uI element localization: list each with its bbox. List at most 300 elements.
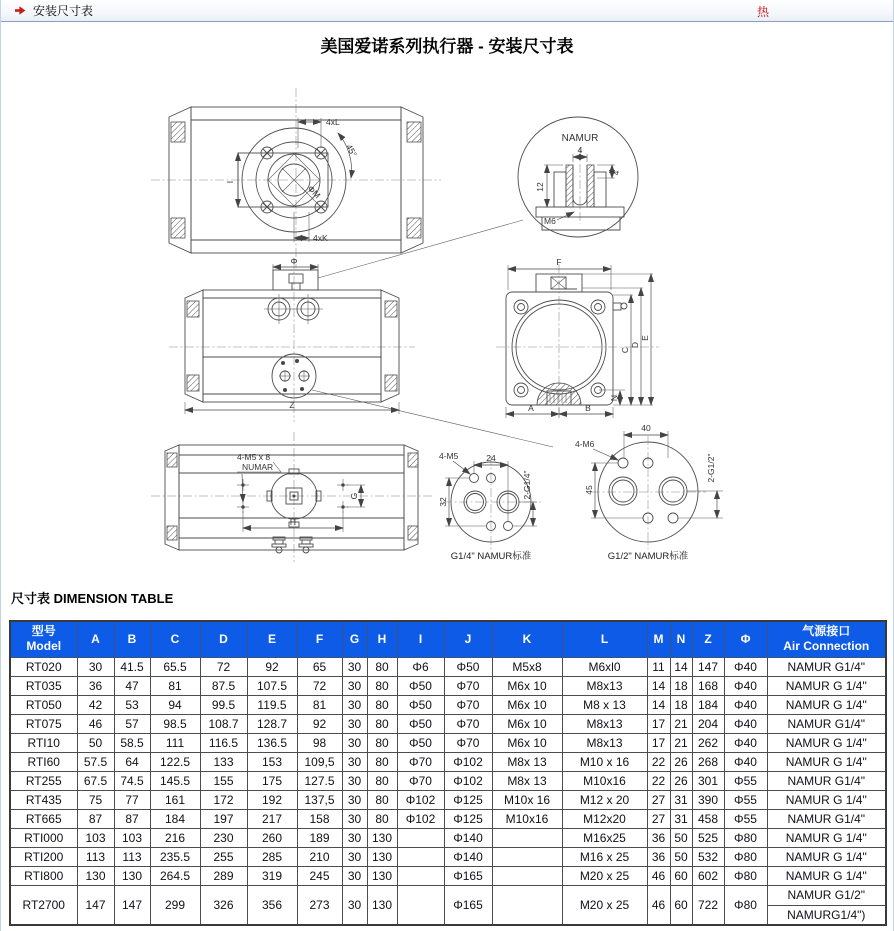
table-cell: M8x13	[562, 733, 647, 752]
table-cell: 130	[367, 885, 397, 925]
table-cell: Φ55	[724, 809, 767, 828]
air-connection-cell: NAMUR G 1/4"	[767, 752, 886, 771]
section-header-bar	[1, 0, 893, 22]
table-cell: 31	[670, 790, 692, 809]
flange12-bolt-label: 4-M6	[575, 439, 595, 449]
header-col: C	[150, 621, 200, 657]
table-cell: Φ102	[444, 771, 492, 790]
header-col: J	[444, 621, 492, 657]
page-title: 美国爱诺系列执行器 - 安装尺寸表	[320, 37, 574, 56]
table-cell: 50	[670, 828, 692, 847]
table-cell: 30	[342, 809, 367, 828]
table-cell: Φ50	[397, 695, 444, 714]
air-connection-cell: NAMUR G 1/4"	[767, 847, 886, 866]
table-cell: 64	[114, 752, 150, 771]
table-cell: 111	[150, 733, 200, 752]
dim-4xl-label: 4xL	[326, 117, 340, 127]
header-model: 型号 Model	[10, 621, 77, 657]
table-cell: 145.5	[150, 771, 200, 790]
table-cell: Φ70	[444, 714, 492, 733]
table-cell: M10 x 16	[562, 752, 647, 771]
table-cell: 30	[342, 828, 367, 847]
table-cell: 255	[200, 847, 247, 866]
table-cell: Φ102	[397, 790, 444, 809]
header-col: Φ	[724, 621, 767, 657]
namur-dim-left: 12	[535, 182, 545, 192]
table-row	[10, 828, 886, 847]
table-cell: 113	[77, 847, 114, 866]
table-cell: 235.5	[150, 847, 200, 866]
table-row	[10, 885, 886, 925]
flange14-bolt-label: 4-M5	[439, 451, 459, 461]
model-cell: RT255	[10, 771, 77, 790]
table-cell: 30	[342, 695, 367, 714]
air-connection-cell: NAMUR G1/4"	[767, 771, 886, 790]
table-cell: 133	[200, 752, 247, 771]
table-cell: Φ140	[444, 847, 492, 866]
table-cell	[492, 866, 562, 885]
table-cell: 262	[692, 733, 724, 752]
table-cell: 122.5	[150, 752, 200, 771]
table-cell: 27	[647, 809, 670, 828]
table-row	[10, 657, 886, 676]
dim-f-label: F	[556, 257, 562, 267]
table-cell: Φ70	[397, 771, 444, 790]
table-cell	[397, 847, 444, 866]
table-cell: 30	[342, 771, 367, 790]
table-cell: 103	[114, 828, 150, 847]
table-cell: 72	[200, 657, 247, 676]
table-cell: Φ80	[724, 866, 767, 885]
table-row	[10, 752, 886, 771]
table-cell: 722	[692, 885, 724, 925]
table-cell: M6x 10	[492, 695, 562, 714]
table-cell: Φ55	[724, 790, 767, 809]
table-cell	[397, 828, 444, 847]
table-cell: 197	[200, 809, 247, 828]
model-cell: RTI000	[10, 828, 77, 847]
model-cell: RT050	[10, 695, 77, 714]
table-cell	[492, 847, 562, 866]
table-cell: 116.5	[200, 733, 247, 752]
table-cell: Φ80	[724, 828, 767, 847]
dim-b-label: B	[585, 403, 591, 413]
air-connection-cell: NAMUR G 1/4"	[767, 695, 886, 714]
flange12-dim-h: 45	[584, 485, 594, 495]
table-cell: 36	[77, 676, 114, 695]
table-cell: 532	[692, 847, 724, 866]
flange12-caption: G1/2" NAMUR标准	[607, 551, 689, 562]
table-cell: 53	[114, 695, 150, 714]
table-cell: 147	[77, 885, 114, 925]
table-cell: Φ50	[397, 714, 444, 733]
table-cell: 319	[247, 866, 297, 885]
header-col: I	[397, 621, 444, 657]
table-cell: Φ80	[724, 885, 767, 925]
model-cell: RT435	[10, 790, 77, 809]
table-cell: 80	[367, 733, 397, 752]
table-cell: M10x16	[562, 771, 647, 790]
namur-thread-label: M6	[544, 216, 556, 226]
table-cell: 30	[342, 714, 367, 733]
table-cell: Φ165	[444, 885, 492, 925]
table-cell: Φ40	[724, 714, 767, 733]
table-cell: 113	[114, 847, 150, 866]
namur-detail-drawing	[318, 117, 638, 278]
table-row	[10, 771, 886, 790]
table-row	[10, 695, 886, 714]
table-cell: 57	[114, 714, 150, 733]
table-cell: 602	[692, 866, 724, 885]
table-row	[10, 866, 886, 885]
table-cell: 30	[342, 733, 367, 752]
table-cell: M10x 16	[492, 790, 562, 809]
table-cell: 245	[297, 866, 342, 885]
table-cell: 94	[150, 695, 200, 714]
table-cell: 155	[200, 771, 247, 790]
dimension-table-body	[10, 657, 886, 925]
table-cell: 299	[150, 885, 200, 925]
model-cell: RTI10	[10, 733, 77, 752]
dimension-table	[9, 620, 887, 926]
air-connection-cell: NAMUR G1/4"	[767, 809, 886, 828]
table-cell: 30	[342, 752, 367, 771]
front-view-drawing	[169, 256, 553, 447]
table-cell: 175	[247, 771, 297, 790]
table-cell: Φ55	[724, 771, 767, 790]
header-col: A	[77, 621, 114, 657]
table-cell: Φ70	[397, 752, 444, 771]
table-cell: 92	[297, 714, 342, 733]
table-cell: Φ40	[724, 752, 767, 771]
table-cell: Φ165	[444, 866, 492, 885]
flange14-dim-h: 32	[438, 497, 448, 507]
table-cell: 14	[647, 676, 670, 695]
table-cell: 158	[297, 809, 342, 828]
table-cell: 161	[150, 790, 200, 809]
table-cell: 168	[692, 676, 724, 695]
table-cell: Φ125	[444, 790, 492, 809]
model-cell: RTI60	[10, 752, 77, 771]
table-cell: 22	[647, 752, 670, 771]
table-cell: 67.5	[77, 771, 114, 790]
table-cell: M10x16	[492, 809, 562, 828]
table-cell: 147	[692, 657, 724, 676]
model-cell: RT035	[10, 676, 77, 695]
table-cell: 36	[647, 847, 670, 866]
dim-z-label: Z	[289, 400, 295, 410]
dim-45-label: 45°	[344, 142, 360, 159]
table-cell: M8x13	[562, 714, 647, 733]
table-row	[10, 733, 886, 752]
table-cell: Φ40	[724, 695, 767, 714]
table-row	[10, 676, 886, 695]
table-cell: 356	[247, 885, 297, 925]
flange12-port-label: 2-G1/2"	[706, 453, 716, 483]
flange12-dim-w: 40	[641, 423, 651, 433]
table-cell: 268	[692, 752, 724, 771]
table-cell: 80	[367, 752, 397, 771]
header-air-connection: 气源接口 Air Connection	[767, 621, 886, 657]
table-cell: 147	[114, 885, 150, 925]
table-row	[10, 847, 886, 866]
table-cell: 92	[247, 657, 297, 676]
header-col: F	[297, 621, 342, 657]
air-connection-cell: NAMUR G1/4"	[767, 657, 886, 676]
dim-i-label: I	[225, 180, 235, 184]
table-cell: 22	[647, 771, 670, 790]
table-cell: 30	[342, 885, 367, 925]
table-cell: 184	[150, 809, 200, 828]
table-cell	[397, 866, 444, 885]
table-cell: 273	[297, 885, 342, 925]
table-cell: 74.5	[114, 771, 150, 790]
table-cell: 87	[77, 809, 114, 828]
table-cell: Φ40	[724, 676, 767, 695]
header-col: L	[562, 621, 647, 657]
table-cell: 458	[692, 809, 724, 828]
air-connection-option: NAMURG1/4")	[768, 905, 886, 924]
table-cell: 130	[367, 847, 397, 866]
top-view-drawing	[151, 88, 441, 268]
table-cell: M12x20	[562, 809, 647, 828]
table-cell: 27	[647, 790, 670, 809]
table-cell: 30	[342, 657, 367, 676]
table-cell: 103	[77, 828, 114, 847]
table-cell: Φ102	[397, 809, 444, 828]
table-cell: 72	[297, 676, 342, 695]
table-cell: 18	[670, 695, 692, 714]
table-cell: M8x 13	[492, 771, 562, 790]
header-col: N	[670, 621, 692, 657]
namur-dim-right: 4	[611, 170, 621, 176]
table-cell: M16 x 25	[562, 847, 647, 866]
table-cell: 285	[247, 847, 297, 866]
bottom-namur-label: NUMAR	[242, 462, 274, 472]
table-cell: 65.5	[150, 657, 200, 676]
table-cell: 80	[367, 714, 397, 733]
table-cell: 46	[647, 866, 670, 885]
model-cell: RT665	[10, 809, 77, 828]
air-connection-option: NAMUR G1/2"	[787, 887, 866, 902]
table-cell: 80	[367, 790, 397, 809]
table-cell: M20 x 25	[562, 885, 647, 925]
air-connection-cell: NAMUR G1/4"	[767, 714, 886, 733]
table-cell: 50	[670, 847, 692, 866]
table-cell: 80	[367, 695, 397, 714]
table-cell: 210	[297, 847, 342, 866]
flange-g12-drawing	[575, 423, 723, 562]
table-cell: 119.5	[247, 695, 297, 714]
table-cell: 21	[670, 714, 692, 733]
namur-dim-top: 4	[577, 145, 583, 155]
table-cell: 46	[77, 714, 114, 733]
air-connection-cell: NAMUR G 1/4"	[767, 828, 886, 847]
table-cell: M8x 13	[492, 752, 562, 771]
table-cell: 217	[247, 809, 297, 828]
table-cell: 11	[647, 657, 670, 676]
table-cell: 80	[367, 657, 397, 676]
flange14-caption: G1/4" NAMUR标准	[450, 551, 532, 562]
table-cell	[492, 828, 562, 847]
header-col: K	[492, 621, 562, 657]
table-cell: 326	[200, 885, 247, 925]
table-cell: 31	[670, 809, 692, 828]
table-cell	[397, 885, 444, 925]
table-cell: 60	[670, 866, 692, 885]
breadcrumb	[15, 2, 93, 19]
table-cell: 184	[692, 695, 724, 714]
table-cell: 127.5	[297, 771, 342, 790]
table-cell: 81	[297, 695, 342, 714]
table-cell: 264.5	[150, 866, 200, 885]
actuator-drawing	[1, 60, 894, 582]
table-cell: 30	[342, 847, 367, 866]
table-cell: 109,5	[297, 752, 342, 771]
table-cell: 21	[670, 733, 692, 752]
air-connection-cell: NAMUR G 1/4"	[767, 733, 886, 752]
air-connection-cell: NAMUR G 1/4"	[767, 790, 886, 809]
table-cell: 14	[647, 695, 670, 714]
table-cell: 18	[670, 676, 692, 695]
table-cell: 30	[342, 790, 367, 809]
table-cell: Φ125	[444, 809, 492, 828]
table-cell: 50	[77, 733, 114, 752]
table-cell: Φ70	[444, 733, 492, 752]
table-cell: 30	[342, 676, 367, 695]
table-row	[10, 809, 886, 828]
table-cell: 14	[670, 657, 692, 676]
table-cell: 137,5	[297, 790, 342, 809]
model-cell: RTI800	[10, 866, 77, 885]
table-cell: Φ6	[397, 657, 444, 676]
dim-h-label: H	[289, 517, 297, 527]
table-cell: Φ80	[724, 847, 767, 866]
table-cell	[492, 885, 562, 925]
table-cell: 80	[367, 809, 397, 828]
table-row	[10, 714, 886, 733]
table-cell: 204	[692, 714, 724, 733]
table-cell: M5x8	[492, 657, 562, 676]
bottom-view-drawing	[151, 432, 433, 562]
section-title: 尺寸表 DIMENSION TABLE	[11, 591, 174, 606]
table-cell: 30	[342, 866, 367, 885]
table-cell: 58.5	[114, 733, 150, 752]
table-cell: 41.5	[114, 657, 150, 676]
model-cell: RT020	[10, 657, 77, 676]
table-cell: Φ40	[724, 657, 767, 676]
table-cell: 17	[647, 733, 670, 752]
table-cell: 230	[200, 828, 247, 847]
table-cell: 192	[247, 790, 297, 809]
table-cell: Φ50	[397, 733, 444, 752]
table-cell: 65	[297, 657, 342, 676]
namur-title: NAMUR	[561, 133, 599, 144]
table-cell: 130	[114, 866, 150, 885]
dimension-table-head	[10, 621, 886, 657]
dim-phi-label: Φ	[290, 256, 298, 266]
table-cell: M6x 10	[492, 714, 562, 733]
table-cell: 98.5	[150, 714, 200, 733]
table-cell: 216	[150, 828, 200, 847]
table-cell: M20 x 25	[562, 866, 647, 885]
model-cell: RTI200	[10, 847, 77, 866]
table-cell: 136.5	[247, 733, 297, 752]
table-cell: 81	[150, 676, 200, 695]
table-cell: 30	[77, 657, 114, 676]
flange14-port-label: 2-G1/4"	[522, 470, 532, 500]
table-cell: 80	[367, 676, 397, 695]
header-col: Z	[692, 621, 724, 657]
table-cell: 57.5	[77, 752, 114, 771]
table-cell: 47	[114, 676, 150, 695]
hot-link[interactable]: 热	[757, 5, 770, 19]
table-cell: 153	[247, 752, 297, 771]
table-cell: 60	[670, 885, 692, 925]
table-row	[10, 790, 886, 809]
dim-d-label: D	[630, 341, 640, 349]
table-cell: M8 x 13	[562, 695, 647, 714]
dim-g-label: G	[349, 492, 359, 500]
table-cell: 87.5	[200, 676, 247, 695]
bottom-bolt-label: 4-M5 x 8	[237, 452, 271, 462]
dim-a-label: A	[528, 403, 534, 413]
table-cell: 301	[692, 771, 724, 790]
table-cell: 80	[367, 771, 397, 790]
air-connection-cell	[767, 885, 886, 925]
table-cell: M16x25	[562, 828, 647, 847]
table-cell: Φ40	[724, 733, 767, 752]
header-col: G	[342, 621, 367, 657]
air-connection-cell: NAMUR G 1/4"	[767, 866, 886, 885]
table-cell: 108.7	[200, 714, 247, 733]
table-cell: Φ70	[444, 695, 492, 714]
table-cell: M6x 10	[492, 733, 562, 752]
dim-c-label: C	[620, 346, 630, 354]
table-cell: 189	[297, 828, 342, 847]
table-cell: 128.7	[247, 714, 297, 733]
table-cell: 17	[647, 714, 670, 733]
table-cell: Φ50	[397, 676, 444, 695]
table-cell: Φ50	[444, 657, 492, 676]
table-cell: Φ70	[444, 676, 492, 695]
table-cell: 99.5	[200, 695, 247, 714]
dim-4xk-label: 4xK	[313, 233, 328, 243]
dim-n-label: N	[609, 394, 619, 402]
side-view-drawing	[496, 257, 659, 418]
dim-e-label: E	[640, 335, 650, 341]
table-cell: 525	[692, 828, 724, 847]
table-cell: 130	[367, 866, 397, 885]
table-cell: 75	[77, 790, 114, 809]
table-cell: 26	[670, 771, 692, 790]
table-cell: 36	[647, 828, 670, 847]
dim-phim-label: ΦM	[305, 183, 323, 201]
table-cell: 260	[247, 828, 297, 847]
table-cell: 26	[670, 752, 692, 771]
table-cell: 77	[114, 790, 150, 809]
table-cell: M6xl0	[562, 657, 647, 676]
table-cell: 98	[297, 733, 342, 752]
breadcrumb-label: 安装尺寸表	[33, 4, 94, 18]
table-cell: 130	[77, 866, 114, 885]
flange-g14-drawing	[438, 451, 541, 562]
header-row	[10, 621, 886, 657]
table-cell: 289	[200, 866, 247, 885]
model-cell: RT2700	[10, 885, 77, 925]
table-cell: M8x13	[562, 676, 647, 695]
header-col: E	[247, 621, 297, 657]
